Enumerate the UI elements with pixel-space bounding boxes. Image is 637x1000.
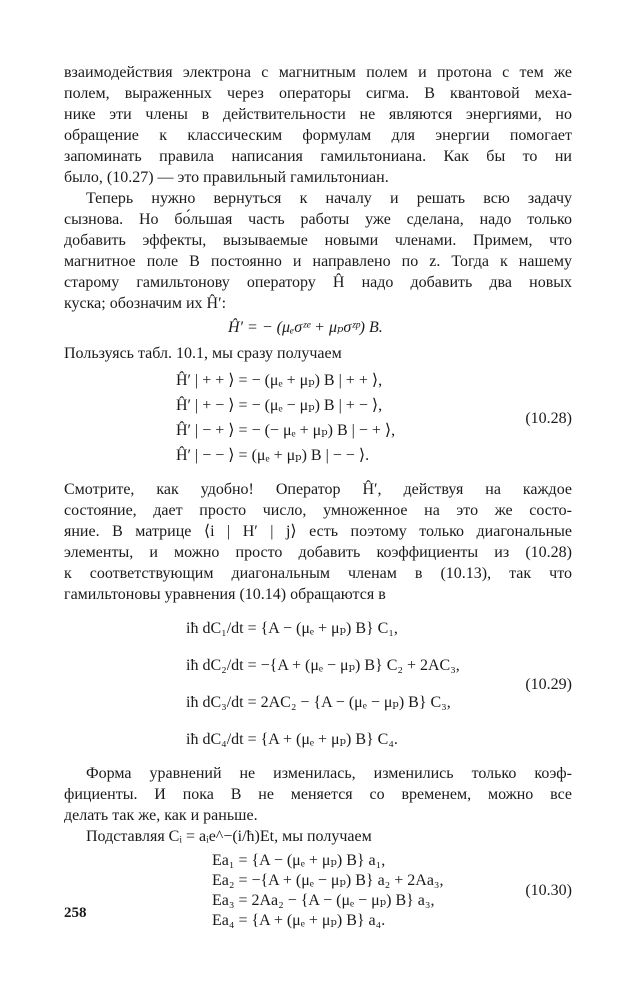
text-line: куска; обозначим их Ĥ′:	[64, 295, 227, 312]
equation-10-30-line: Ea₄ = {A + (μₑ + μₚ) B} a₄.	[212, 912, 386, 929]
text-line: к соответствующим диагональным членам в (10.13), так что	[64, 565, 572, 582]
equation-10-28-line: Ĥ′ | − + ⟩ = − (− μₑ + μₚ) B | − + ⟩,	[176, 422, 396, 439]
text-line: Подставляя Cᵢ = aᵢe^−(i/ħ)Et, мы получаем	[86, 828, 372, 845]
text-line: Форма уравнений не изменилась, изменились только коэф-	[86, 765, 572, 782]
equation-10-28-line: Ĥ′ | − − ⟩ = (μₑ + μₚ) B | − − ⟩.	[176, 447, 370, 464]
equation-number: (10.30)	[525, 882, 572, 899]
text-line: Теперь нужно вернуться к началу и решать всю задачу	[86, 190, 572, 207]
text-line: элементы, и можно просто добавить коэффициенты из (10.28)	[64, 544, 572, 561]
text-line: Смотрите, как удобно! Оператор Ĥ′, действуя на каждое	[64, 481, 572, 498]
equation-h-prime: Ĥ′ = − (μₑσᶻᵉ + μₚσᶻᵖ) B.	[228, 319, 383, 336]
text-line: обращение к классическим формулам для энергии помогает	[64, 127, 572, 144]
equation-10-29-line: iħ dC₄/dt = {A + (μₑ + μₚ) B} C₄.	[186, 731, 398, 748]
equation-10-29-line: iħ dC₁/dt = {A − (μₑ + μₚ) B} C₁,	[186, 620, 398, 637]
text-line: старому гамильтонову оператору Ĥ надо добавить два новых	[64, 274, 572, 291]
text-line: сызнова. Но бо́льшая часть работы уже сделана, надо только	[64, 211, 572, 228]
text-line: было, (10.27) — это правильный гамильтониан.	[64, 169, 389, 186]
equation-10-28-line: Ĥ′ | + + ⟩ = − (μₑ + μₚ) B | + + ⟩,	[176, 372, 383, 389]
text-line: нике эти члены в действительности не являются энергиями, но	[64, 106, 572, 123]
text-line: взаимодействия электрона с магнитным полем и протона с тем же	[64, 64, 572, 81]
equation-10-30-line: Ea₃ = 2Aa₂ − {A − (μₑ − μₚ) B} a₃,	[212, 892, 435, 909]
text-line: фициенты. И пока B не меняется со временем, можно все	[64, 786, 572, 803]
equation-10-30-line: Ea₂ = −{A + (μₑ − μₚ) B} a₂ + 2Aa₃,	[212, 872, 444, 889]
text-line: добавить эффекты, вызываемые новыми членами. Примем, что	[64, 232, 572, 249]
text-line: гамильтоновы уравнения (10.14) обращаются в	[64, 586, 386, 603]
equation-10-29-line: iħ dC₂/dt = −{A + (μₑ − μₚ) B} C₂ + 2AC₃,	[186, 657, 460, 674]
text-line: состояние, дает просто число, умноженное на это же состо-	[64, 502, 572, 519]
text-line: полем, выраженных через операторы сигма. В квантовой меха-	[64, 85, 572, 102]
equation-number: (10.28)	[525, 410, 572, 427]
text-line: делать так же, как и раньше.	[64, 807, 258, 824]
page-number: 258	[64, 905, 87, 921]
text-line: Пользуясь табл. 10.1, мы сразу получаем	[64, 345, 342, 362]
text-line: запоминать правила написания гамильтониана. Как бы то ни	[64, 148, 572, 165]
equation-10-29-line: iħ dC₃/dt = 2AC₂ − {A − (μₑ − μₚ) B} C₃,	[186, 694, 451, 711]
text-line: яние. В матрице ⟨i | H′ | j⟩ есть поэтому только диагональные	[64, 523, 572, 540]
equation-number: (10.29)	[525, 676, 572, 693]
text-line: магнитное поле B постоянно и направлено по z. Тогда к нашему	[64, 253, 572, 270]
equation-10-28-line: Ĥ′ | + − ⟩ = − (μₑ − μₚ) B | + − ⟩,	[176, 397, 383, 414]
equation-10-30-line: Ea₁ = {A − (μₑ + μₚ) B} a₁,	[212, 852, 386, 869]
